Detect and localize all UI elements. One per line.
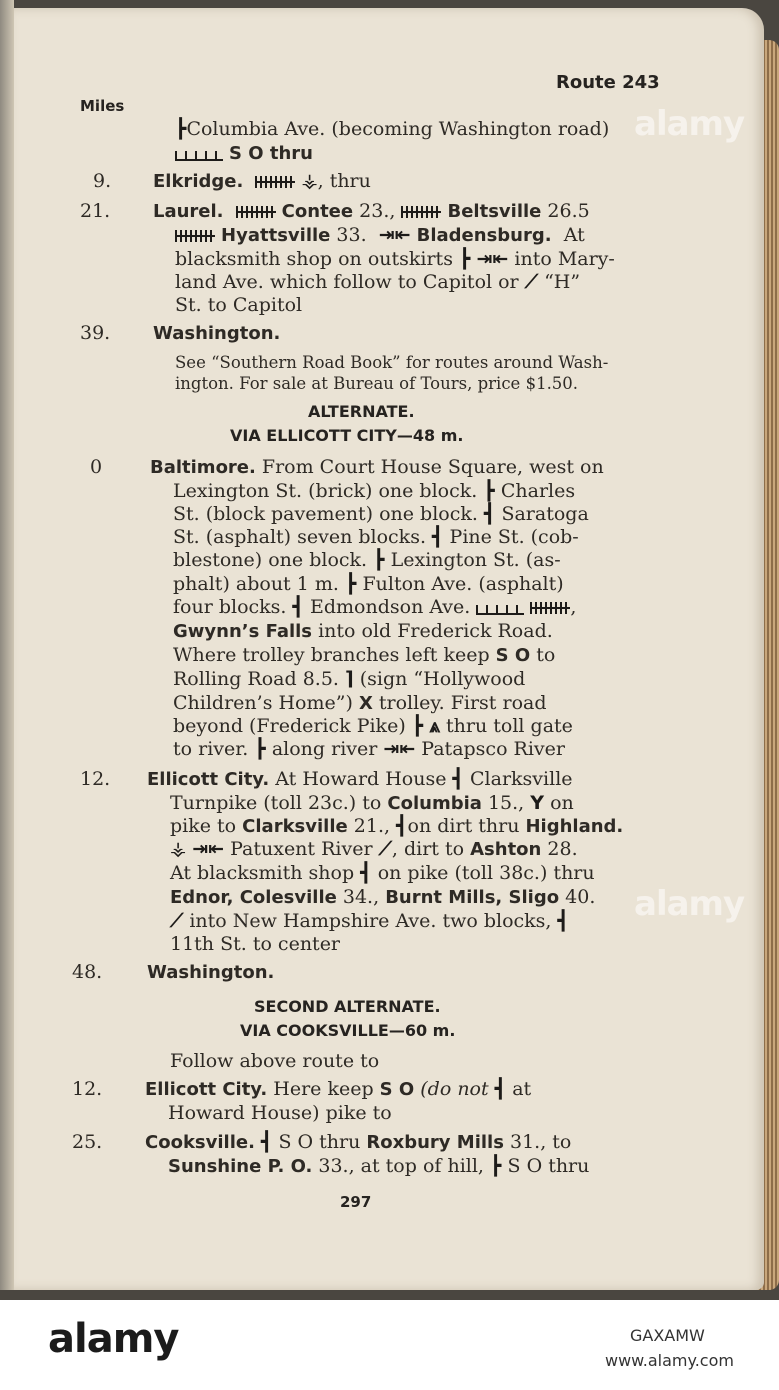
image-id: GAXAMW (630, 1326, 705, 1345)
left-turn-icon: ┫ (396, 815, 408, 837)
route-line: pike to Clarksville 21., ┫on dirt thru Highland. (170, 815, 624, 837)
route-line: ┣Columbia Ave. (becoming Washington road) (175, 118, 610, 140)
route-line: S O thru (175, 142, 313, 165)
left-turn-icon: ┫ (432, 526, 444, 548)
route-line: Elkridge. ⚶, thru (153, 170, 371, 192)
section-title: SECOND ALTERNATE. (254, 997, 441, 1016)
route-line: St. (asphalt) seven blocks. ┫ Pine St. (cob- (173, 526, 579, 548)
route-line: beyond (Frederick Pike) ┣ ⩓ thru toll gate (173, 715, 573, 737)
section-title: ALTERNATE. (308, 402, 415, 421)
route-line: blacksmith shop on outskirts ┣ ⇥⇤ into Mary- (175, 248, 615, 270)
note-line: See “Southern Road Book” for routes around Wash- (175, 353, 609, 372)
mileage: 25. (72, 1131, 103, 1153)
route-line: ⟋ into New Hampshire Ave. two blocks, ┫ (170, 910, 569, 932)
railroad-underpass-icon (476, 603, 524, 615)
hill-icon: ⩓ (429, 715, 440, 737)
left-turn-icon: ┫ (557, 910, 569, 932)
bridge-icon: ⇥⇤ (192, 838, 225, 860)
mileage: 0 (90, 456, 103, 478)
route-line: Gwynn’s Falls into old Frederick Road. (173, 620, 553, 642)
watermark: alamy (634, 104, 745, 144)
left-turn-icon: ┫ (260, 1131, 273, 1153)
bear-right-icon: ⟋ (524, 271, 539, 293)
left-turn-icon: ┫ (360, 862, 372, 884)
route-line: Cooksville. ┫ S O thru Roxbury Mills 31., to (145, 1131, 572, 1153)
route-line: Follow above route to (170, 1050, 380, 1072)
right-turn-icon: ┣ (483, 480, 495, 502)
route-line: Ednor, Colesville 34., Burnt Mills, Sligo 40. (170, 886, 596, 908)
right-turn-icon: ┣ (459, 248, 471, 270)
section-subtitle: VIA COOKSVILLE—60 m. (240, 1021, 456, 1040)
route-line: Laurel. Contee 23., Beltsville 26.5 (153, 200, 590, 222)
route-header: Route 243 (556, 72, 660, 93)
route-line: ⚶ ⇥⇤ Patuxent River ⟋, dirt to Ashton 28. (170, 838, 578, 860)
route-line: 11th St. to center (170, 933, 341, 955)
miles-header: Miles (80, 97, 125, 115)
footer-url: www.alamy.com (605, 1351, 734, 1370)
right-turn-icon: ┣ (411, 715, 424, 737)
route-line: Howard House) pike to (168, 1102, 392, 1124)
mileage: 12. (72, 1078, 103, 1100)
route-line: to river. ┣ along river ⇥⇤ Patapsco River (173, 738, 565, 760)
bear-right-icon: ⟋ (378, 838, 392, 860)
route-line: St. to Capitol (175, 294, 303, 316)
railroad-underpass-icon (175, 149, 223, 161)
route-line: Where trolley branches left keep S O to (173, 644, 556, 666)
mileage: 39. (80, 322, 111, 344)
route-line: Rolling Road 8.5. ⌉ (sign “Hollywood (173, 668, 526, 690)
bear-right-icon: ⟋ (170, 910, 184, 932)
route-line: Lexington St. (brick) one block. ┣ Charles (173, 480, 576, 502)
railroad-crossing-icon (175, 230, 215, 242)
note-line: ington. For sale at Bureau of Tours, price $1.50. (175, 374, 579, 393)
route-line: Baltimore. From Court House Square, west on (150, 456, 604, 478)
left-page-edge (0, 0, 14, 1290)
page-number: 297 (340, 1193, 372, 1211)
bridge-icon: ⇥⇤ (378, 224, 411, 246)
route-line: phalt) about 1 m. ┣ Fulton Ave. (asphalt) (173, 573, 564, 595)
right-turn-icon: ┣ (175, 118, 187, 140)
right-turn-icon: ┣ (373, 549, 385, 571)
alamy-logo: alamy (48, 1316, 179, 1362)
right-turn-icon: ┣ (254, 738, 266, 760)
fork-icon: ⚶ (301, 170, 318, 192)
place-name: Washington. (147, 962, 275, 983)
fork-icon: ⚶ (170, 838, 187, 860)
railroad-crossing-icon (236, 206, 276, 218)
route-line: Sunshine P. O. 33., at top of hill, ┣ S O thru (168, 1155, 590, 1177)
route-line: Hyattsville 33. ⇥⇤ Bladensburg. At (175, 224, 585, 247)
route-line: Turnpike (toll 23c.) to Columbia 15., Y on (170, 792, 574, 814)
route-line: land Ave. which follow to Capitol or ⟋ “H” (175, 271, 581, 293)
right-turn-icon: ┣ (490, 1155, 502, 1177)
route-line: St. (block pavement) one block. ┫ Saratoga (173, 503, 589, 525)
right-turn-icon: ┣ (344, 573, 357, 595)
mileage: 21. (80, 200, 111, 222)
watermark: alamy (634, 884, 745, 924)
section-subtitle: VIA ELLICOTT CITY—48 m. (230, 426, 464, 445)
route-line: At blacksmith shop ┫ on pike (toll 38c.) thru (170, 862, 595, 884)
left-turn-icon: ┫ (494, 1078, 507, 1100)
route-line: Ellicott City. At Howard House ┫ Clarksville (147, 768, 573, 790)
mileage: 48. (72, 961, 103, 983)
left-turn-icon: ┫ (292, 596, 304, 618)
railroad-crossing-icon (255, 176, 295, 188)
place-name: Washington. (153, 323, 281, 344)
mileage: 12. (80, 768, 111, 790)
route-line: blestone) one block. ┣ Lexington St. (as- (173, 549, 561, 571)
railroad-crossing-icon (530, 602, 570, 614)
place-name: Elkridge. (153, 171, 244, 192)
y-fork-icon: Y (530, 792, 545, 814)
mileage: 9. (93, 170, 112, 192)
left-turn-icon: ┫ (483, 503, 496, 525)
route-line: Children’s Home”) X trolley. First road (173, 692, 547, 714)
route-line: Ellicott City. Here keep S O (do not ┫ at (145, 1078, 532, 1100)
railroad-crossing-icon (401, 206, 441, 218)
left-turn-icon: ┫ (452, 768, 464, 790)
bridge-icon: ⇥⇤ (383, 738, 416, 760)
bridge-icon: ⇥⇤ (476, 248, 509, 270)
route-line: four blocks. ┫ Edmondson Ave. , (173, 596, 577, 618)
road-fork-icon: ⌉ (345, 668, 354, 690)
